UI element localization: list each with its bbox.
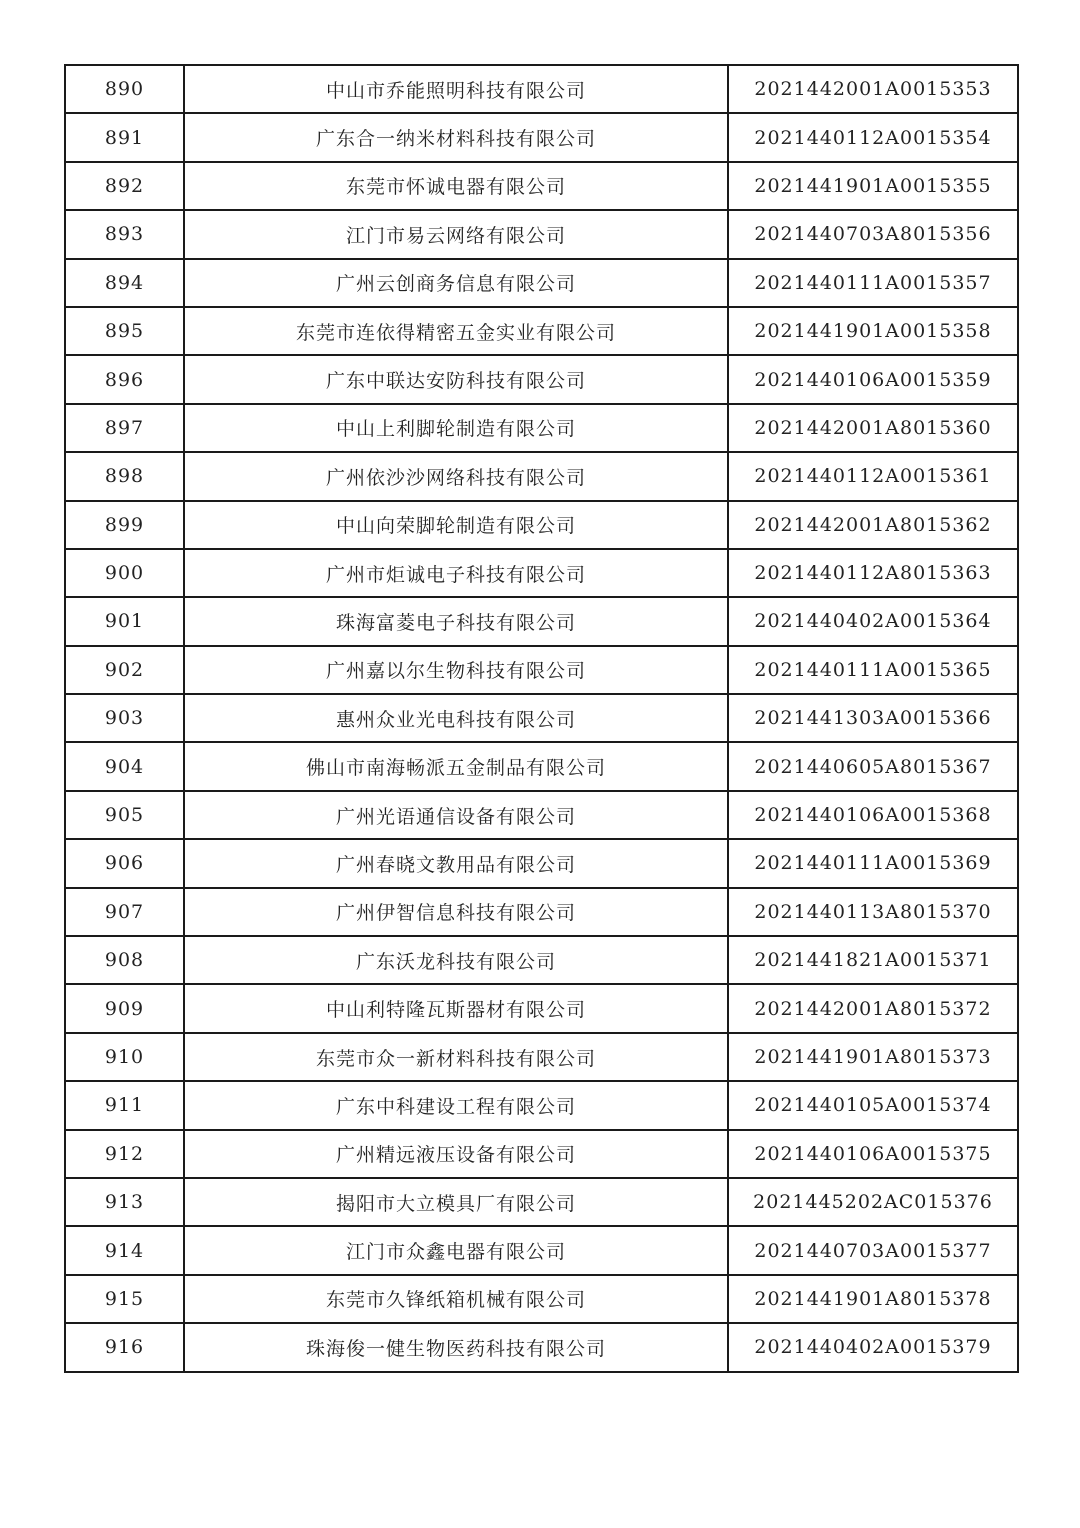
company-name-cell: 广东合一纳米材料科技有限公司 xyxy=(184,113,728,161)
registration-code-cell: 2021440106A0015359 xyxy=(728,355,1018,403)
row-number-cell: 913 xyxy=(65,1178,184,1226)
registration-code-cell: 2021440112A0015354 xyxy=(728,113,1018,161)
table-row xyxy=(65,1275,1018,1323)
registration-code-cell: 2021440402A0015364 xyxy=(728,597,1018,645)
table-row xyxy=(65,113,1018,161)
company-name-cell: 江门市易云网络有限公司 xyxy=(184,210,728,258)
registration-code-cell: 2021442001A0015353 xyxy=(728,65,1018,113)
registration-code-cell: 2021440105A0015374 xyxy=(728,1081,1018,1129)
registration-code-cell: 2021440113A8015370 xyxy=(728,888,1018,936)
registration-code-cell: 2021440111A0015357 xyxy=(728,259,1018,307)
row-number-cell: 894 xyxy=(65,259,184,307)
company-name-cell: 惠州众业光电科技有限公司 xyxy=(184,694,728,742)
row-number-cell: 895 xyxy=(65,307,184,355)
table-row xyxy=(65,307,1018,355)
company-name-cell: 广东沃龙科技有限公司 xyxy=(184,936,728,984)
table-row xyxy=(65,646,1018,694)
company-name-cell: 揭阳市大立模具厂有限公司 xyxy=(184,1178,728,1226)
table-row xyxy=(65,259,1018,307)
table-row xyxy=(65,404,1018,452)
row-number-cell: 902 xyxy=(65,646,184,694)
row-number-cell: 916 xyxy=(65,1323,184,1371)
company-name-cell: 东莞市久锋纸箱机械有限公司 xyxy=(184,1275,728,1323)
company-name-cell: 广州依沙沙网络科技有限公司 xyxy=(184,452,728,500)
row-number-cell: 901 xyxy=(65,597,184,645)
registration-code-cell: 2021442001A8015360 xyxy=(728,404,1018,452)
company-name-cell: 珠海俊一健生物医药科技有限公司 xyxy=(184,1323,728,1371)
table-row xyxy=(65,1226,1018,1274)
row-number-cell: 910 xyxy=(65,1033,184,1081)
table-row xyxy=(65,501,1018,549)
registration-code-cell: 2021440111A0015365 xyxy=(728,646,1018,694)
company-name-cell: 中山市乔能照明科技有限公司 xyxy=(184,65,728,113)
registration-code-cell: 2021441303A0015366 xyxy=(728,694,1018,742)
row-number-cell: 890 xyxy=(65,65,184,113)
table-row xyxy=(65,1130,1018,1178)
row-number-cell: 915 xyxy=(65,1275,184,1323)
table-row xyxy=(65,791,1018,839)
company-name-cell: 东莞市众一新材料科技有限公司 xyxy=(184,1033,728,1081)
company-name-cell: 佛山市南海畅派五金制品有限公司 xyxy=(184,742,728,790)
registration-code-cell: 2021441901A0015358 xyxy=(728,307,1018,355)
row-number-cell: 911 xyxy=(65,1081,184,1129)
company-name-cell: 广州光语通信设备有限公司 xyxy=(184,791,728,839)
table-row xyxy=(65,355,1018,403)
company-name-cell: 东莞市怀诚电器有限公司 xyxy=(184,162,728,210)
row-number-cell: 897 xyxy=(65,404,184,452)
company-name-cell: 中山向荣脚轮制造有限公司 xyxy=(184,501,728,549)
company-table xyxy=(64,64,1019,1373)
row-number-cell: 907 xyxy=(65,888,184,936)
row-number-cell: 898 xyxy=(65,452,184,500)
row-number-cell: 914 xyxy=(65,1226,184,1274)
registration-code-cell: 2021440112A8015363 xyxy=(728,549,1018,597)
table-row xyxy=(65,65,1018,113)
row-number-cell: 912 xyxy=(65,1130,184,1178)
company-name-cell: 广州云创商务信息有限公司 xyxy=(184,259,728,307)
table-row xyxy=(65,888,1018,936)
table-row xyxy=(65,210,1018,258)
row-number-cell: 891 xyxy=(65,113,184,161)
row-number-cell: 908 xyxy=(65,936,184,984)
registration-code-cell: 2021442001A8015362 xyxy=(728,501,1018,549)
registration-code-cell: 2021440703A0015377 xyxy=(728,1226,1018,1274)
table-row xyxy=(65,742,1018,790)
registration-code-cell: 2021440111A0015369 xyxy=(728,839,1018,887)
table-body xyxy=(65,65,1018,1372)
table-row xyxy=(65,162,1018,210)
table-row xyxy=(65,1033,1018,1081)
company-name-cell: 广州伊智信息科技有限公司 xyxy=(184,888,728,936)
table-row xyxy=(65,597,1018,645)
table-row xyxy=(65,1178,1018,1226)
registration-code-cell: 2021440402A0015379 xyxy=(728,1323,1018,1371)
company-name-cell: 中山利特隆瓦斯器材有限公司 xyxy=(184,984,728,1032)
company-name-cell: 江门市众鑫电器有限公司 xyxy=(184,1226,728,1274)
registration-code-cell: 2021441901A0015355 xyxy=(728,162,1018,210)
company-name-cell: 东莞市连依得精密五金实业有限公司 xyxy=(184,307,728,355)
registration-code-cell: 2021440106A0015368 xyxy=(728,791,1018,839)
row-number-cell: 909 xyxy=(65,984,184,1032)
row-number-cell: 896 xyxy=(65,355,184,403)
row-number-cell: 906 xyxy=(65,839,184,887)
registration-code-cell: 2021441901A8015378 xyxy=(728,1275,1018,1323)
row-number-cell: 903 xyxy=(65,694,184,742)
company-name-cell: 广东中联达安防科技有限公司 xyxy=(184,355,728,403)
company-name-cell: 广州春晓文教用品有限公司 xyxy=(184,839,728,887)
table-row xyxy=(65,549,1018,597)
registration-code-cell: 2021440112A0015361 xyxy=(728,452,1018,500)
registration-code-cell: 2021440605A8015367 xyxy=(728,742,1018,790)
row-number-cell: 904 xyxy=(65,742,184,790)
row-number-cell: 892 xyxy=(65,162,184,210)
row-number-cell: 905 xyxy=(65,791,184,839)
company-name-cell: 广州精远液压设备有限公司 xyxy=(184,1130,728,1178)
registration-code-cell: 2021442001A8015372 xyxy=(728,984,1018,1032)
registration-code-cell: 2021441901A8015373 xyxy=(728,1033,1018,1081)
registration-code-cell: 2021445202AC015376 xyxy=(728,1178,1018,1226)
row-number-cell: 900 xyxy=(65,549,184,597)
company-name-cell: 广州市炬诚电子科技有限公司 xyxy=(184,549,728,597)
registration-code-cell: 2021441821A0015371 xyxy=(728,936,1018,984)
row-number-cell: 899 xyxy=(65,501,184,549)
company-name-cell: 广东中科建设工程有限公司 xyxy=(184,1081,728,1129)
table-row xyxy=(65,452,1018,500)
table-row xyxy=(65,839,1018,887)
table-row xyxy=(65,1323,1018,1371)
table-row xyxy=(65,936,1018,984)
company-name-cell: 中山上利脚轮制造有限公司 xyxy=(184,404,728,452)
table-row xyxy=(65,984,1018,1032)
registration-code-cell: 2021440703A8015356 xyxy=(728,210,1018,258)
table-row xyxy=(65,694,1018,742)
company-name-cell: 珠海富菱电子科技有限公司 xyxy=(184,597,728,645)
row-number-cell: 893 xyxy=(65,210,184,258)
registration-code-cell: 2021440106A0015375 xyxy=(728,1130,1018,1178)
document-page xyxy=(64,64,1015,1373)
company-name-cell: 广州嘉以尔生物科技有限公司 xyxy=(184,646,728,694)
table-row xyxy=(65,1081,1018,1129)
